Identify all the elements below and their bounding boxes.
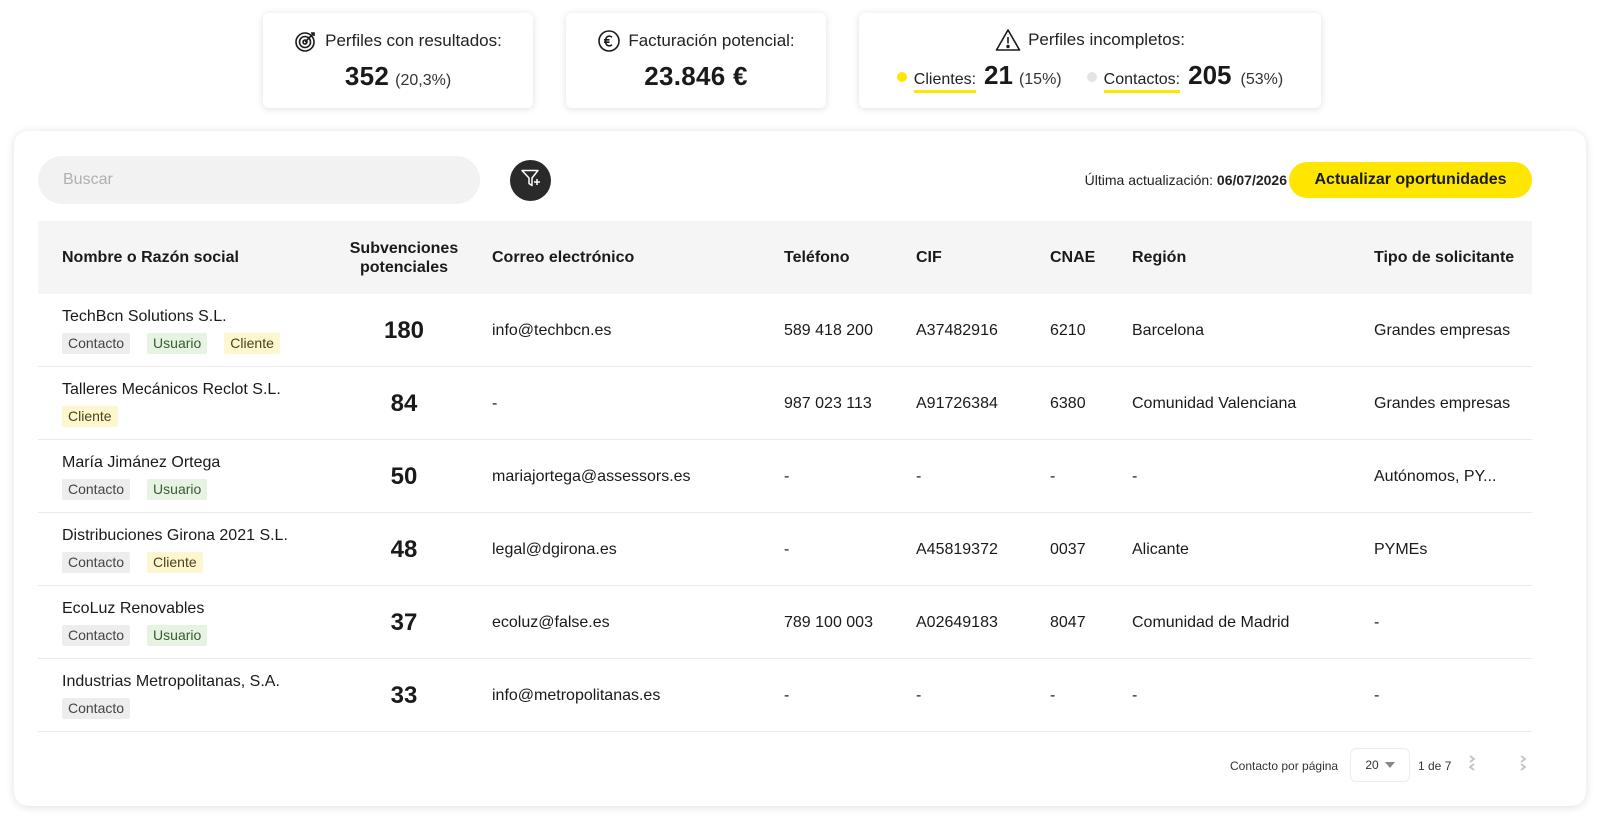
name-cell [62,381,281,427]
kpi-revenue-title [597,29,794,53]
subsidies-cell: 37 [390,608,418,636]
kpi-profiles-label: Perfiles con resultados: [325,31,502,50]
phone-cell: - [784,686,790,704]
applicant-cell: - [1374,686,1380,704]
kpi-profiles-title [294,29,502,53]
tag-list [62,406,281,427]
name-cell [62,600,207,646]
email-cell: ecoluz@false.es [492,613,610,631]
opportunities-panel [14,131,1586,806]
per-page-select[interactable] [1350,748,1410,782]
tag-usuario: Usuario [147,333,207,354]
table-row[interactable] [38,294,1532,367]
header-cnae[interactable]: CNAE [1050,248,1096,266]
last-update-date: 06/07/2026 [1216,172,1287,188]
tag-list [62,698,280,719]
tag-contacto: Contacto [62,333,130,354]
header-applicant[interactable]: Tipo de solicitante [1374,248,1515,266]
kpi-revenue-label: Facturación potencial: [628,31,795,50]
contacts-value: 205 [1188,60,1232,90]
company-name[interactable]: TechBcn Solutions S.L. [62,308,227,325]
table-body [38,294,1532,732]
clients-dot [897,72,907,82]
applicant-cell: Autónomos, PY... [1374,467,1497,485]
subsidies-cell: 48 [390,535,418,563]
tag-cliente: Cliente [62,406,118,427]
subsidies-cell: 180 [383,316,425,344]
subsidies-cell: 50 [390,462,418,490]
email-cell: - [492,394,498,412]
search-input[interactable] [38,156,480,204]
cif-cell: - [916,686,922,704]
kpi-incomplete-label: Perfiles incompletos: [1028,30,1185,49]
next-page-button[interactable] [1516,756,1530,774]
company-name[interactable]: Talleres Mecánicos Reclot S.L. [62,381,281,398]
cnae-cell: - [1050,467,1056,485]
update-opportunities-button[interactable]: Actualizar oportunidades [1289,162,1532,198]
cif-cell: - [916,467,922,485]
applicant-cell: Grandes empresas [1374,321,1511,339]
email-cell: legal@dgirona.es [492,540,617,558]
per-page-value: 20 [1365,758,1379,772]
tag-cliente: Cliente [224,333,280,354]
phone-cell: 987 023 113 [784,394,872,412]
chevron-down-icon [1385,762,1395,768]
tag-cliente: Cliente [147,552,203,573]
cnae-cell: 6210 [1050,321,1086,339]
tag-contacto: Contacto [62,698,130,719]
subsidies-cell: 33 [390,681,418,709]
email-cell: info@metropolitanas.es [492,686,661,704]
email-cell: mariajortega@assessors.es [492,467,691,485]
tag-list [62,479,220,500]
kpi-incomplete-title [995,28,1185,52]
company-name[interactable]: Distribuciones Girona 2021 S.L. [62,527,288,544]
header-subsidies[interactable] [342,221,466,294]
cif-cell: A02649183 [916,613,998,631]
per-page-label: Contacto por página [1230,759,1339,773]
tag-usuario: Usuario [147,625,207,646]
region-cell: - [1132,686,1138,704]
header-region[interactable]: Región [1132,248,1187,266]
header-phone[interactable]: Teléfono [784,248,850,266]
phone-cell: - [784,467,790,485]
kpi-profiles-value: 352 [344,61,390,91]
region-cell: Barcelona [1132,321,1205,339]
prev-page-button[interactable] [1465,756,1479,774]
cnae-cell: - [1050,686,1056,704]
applicant-cell: Grandes empresas [1374,394,1511,412]
tag-contacto: Contacto [62,625,130,646]
tag-usuario: Usuario [147,479,207,500]
kpi-card-profiles [263,13,533,108]
filter-button[interactable] [510,160,551,201]
clients-value: 21 [984,60,1013,90]
tag-contacto: Contacto [62,479,130,500]
euro-circle-icon [597,29,621,53]
region-cell: Comunidad Valenciana [1132,394,1297,412]
company-name[interactable]: EcoLuz Renovables [62,600,205,617]
cif-cell: A91726384 [916,394,998,412]
name-cell [62,673,280,719]
company-name[interactable]: Industrias Metropolitanas, S.A. [62,673,280,690]
table-row[interactable] [38,367,1532,440]
last-update-label: Última actualización: [1084,172,1214,188]
applicant-cell: PYMEs [1374,540,1428,558]
filter-plus-icon [519,166,543,195]
kpi-revenue-value: 23.846 € [644,61,748,91]
last-update [1085,172,1287,188]
opportunities-table [38,221,1532,732]
name-cell [62,308,280,354]
kpi-profiles-pct: (20,3%) [395,72,452,89]
cnae-cell: 6380 [1050,394,1086,412]
name-cell [62,454,220,500]
cnae-cell: 0037 [1050,540,1086,558]
kpi-card-incomplete [859,13,1321,108]
phone-cell: 589 418 200 [784,321,873,339]
contacts-dot [1087,72,1097,82]
header-email[interactable]: Correo electrónico [492,248,635,266]
table-row[interactable] [38,659,1532,732]
cif-cell: A45819372 [916,540,998,558]
header-subsidies-label: Subvenciones potenciales [349,239,459,276]
header-name[interactable]: Nombre o Razón social [62,248,239,266]
kpi-card-revenue [566,13,826,108]
phone-cell: 789 100 003 [784,613,873,631]
next-page-icon [1518,755,1528,776]
prev-page-icon [1467,755,1477,776]
header-cif[interactable]: CIF [916,248,942,266]
page-info: 1 de 7 [1418,759,1452,773]
subsidies-cell: 84 [390,389,418,417]
tag-list [62,333,280,354]
clients-pct: (15%) [1018,71,1062,88]
table-header [38,221,1532,294]
cif-cell: A37482916 [916,321,998,339]
name-cell [62,527,288,573]
contacts-link[interactable]: Contactos: [1104,71,1180,93]
region-cell: Comunidad de Madrid [1132,613,1290,631]
region-cell: - [1132,467,1138,485]
company-name[interactable]: María Jimánez Ortega [62,454,221,471]
table-row[interactable] [38,586,1532,659]
phone-cell: - [784,540,790,558]
clients-link[interactable]: Clientes: [914,71,976,93]
table-row[interactable] [38,513,1532,586]
email-cell: info@techbcn.es [492,321,612,339]
contacts-pct: (53%) [1240,71,1284,88]
warning-triangle-icon [995,28,1021,52]
tag-list [62,552,288,573]
tag-contacto: Contacto [62,552,130,573]
region-cell: Alicante [1132,540,1189,558]
cnae-cell: 8047 [1050,613,1086,631]
applicant-cell: - [1374,613,1380,631]
tag-list [62,625,207,646]
target-icon [294,29,318,53]
table-row[interactable] [38,440,1532,513]
